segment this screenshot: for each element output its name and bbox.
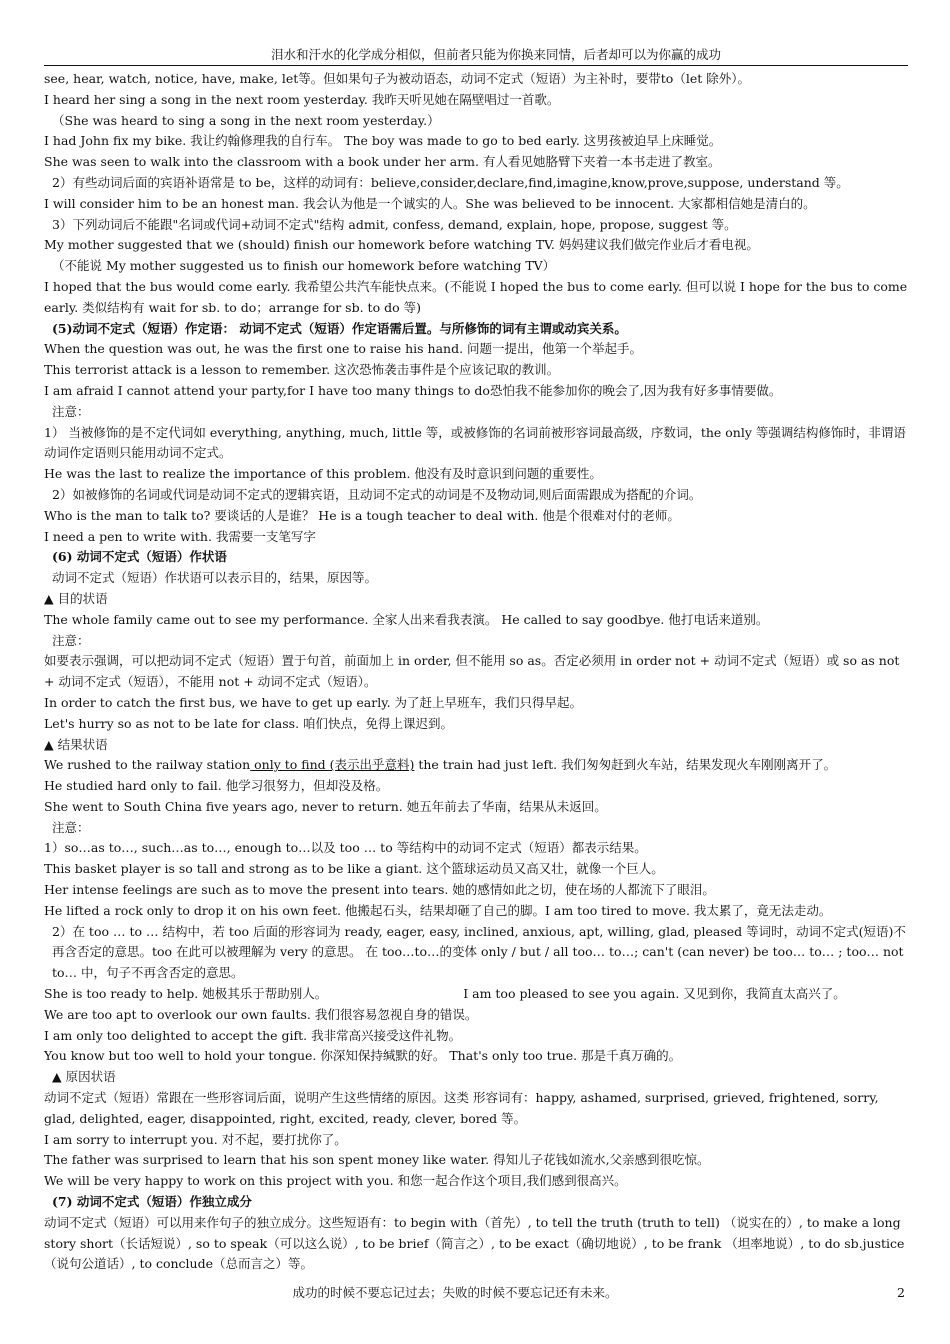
- header-text: 泪水和汗水的化学成分相似，但前者只能为你换来同情，后者却可以为你赢的成功: [270, 47, 721, 62]
- example-sentence: I am sorry to interrupt you. 对不起，要打扰你了。: [44, 1131, 347, 1147]
- example-sentence: [44, 984, 910, 1005]
- section-heading: (5)动词不定式（短语）作定语： 动词不定式（短语）作定语需后置。与所修饰的词有主谓或动宾关系。: [52, 320, 627, 336]
- example-sentence: I am only too delighted to accept the gift. 我非常高兴接受这件礼物。: [44, 1027, 462, 1043]
- example-sentence: When the question was out, he was the first one to raise his hand. 问题一提出，他第一个举起手。: [44, 341, 643, 357]
- footer-text: 成功的时候不要忘记过去；失败的时候不要忘记还有未来。: [292, 1285, 618, 1300]
- example-sentence: I hoped that the bus would come early. 我希望公共汽车能快点来。(不能说 I hoped the bus to come early. 但可以说 I hope for the bus to come early. 类似结构有 wait for sb. to do；arrange for sb. to do 等): [44, 278, 908, 315]
- section-heading: (7) 动词不定式（短语）作独立成分: [52, 1194, 252, 1210]
- underlined-phrase: only to find (表示出乎意料): [250, 757, 415, 773]
- example-sentence: He was the last to realize the importance of this problem. 他没有及时意识到问题的重要性。: [44, 466, 602, 482]
- text-line: see, hear, watch, notice, have, make, let等。但如果句子为被动语态，动词不定式（短语）为主补时，要带to（let 除外）。: [44, 71, 750, 86]
- rule-item: 1） 当被修饰的是不定代词如 everything, anything, much, little 等，或被修饰的名词前被形容词最高级，序数词，the only 等强调结构修饰时，非谓语动词作定语则只能用动词不定式。: [44, 424, 906, 461]
- example-sentence: I had John fix my bike. 我让约翰修理我的自行车。 The boy was made to go to bed early. 这男孩被迫早上床睡觉。: [44, 133, 722, 149]
- rule-item: 2）在 too … to … 结构中，若 too 后面的形容词为 ready, eager, easy, inclined, anxious, apt, willing, glad, pleased 等词时，动词不定式(短语)不再含否定的意思。too 在此可以被理解为 very 的意思。 在 too…to…的变体 only / but / all too… to…; can't (can never) be too… to… ; too… not to… 中，句子不再含否定的意思。: [52, 923, 906, 981]
- example-sentence: This basket player is so tall and strong as to be like a giant. 这个篮球运动员又高又壮，就像一个巨人。: [44, 861, 664, 877]
- example-sentence: She went to South China five years ago, never to return. 她五年前去了华南，结果从未返回。: [44, 798, 607, 814]
- example-sentence: This terrorist attack is a lesson to remember. 这次恐怖袭击事件是个应该记取的教训。: [44, 362, 560, 378]
- section-heading: (6) 动词不定式（短语）作状语: [52, 549, 227, 565]
- rule-item: 2）有些动词后面的宾语补语常是 to be，这样的动词有：believe,consider,declare,find,imagine,know,prove,suppose, understand 等。: [52, 174, 849, 190]
- note-label: 注意：: [52, 403, 90, 419]
- note-label: 注意：: [52, 819, 90, 835]
- example-sentence: [44, 755, 910, 776]
- subsection-heading: ▲ 原因状语: [52, 1069, 116, 1085]
- example-sentence: The father was surprised to learn that his son spent money like water. 得知儿子花钱如流水,父亲感到很吃惊。: [44, 1152, 710, 1168]
- sentence-part: I am too pleased to see you again. 又见到你，我简直太高兴了。: [463, 986, 846, 1002]
- example-sentence: I am afraid I cannot attend your party,for I have too many things to do恐怕我不能参加你的晚会了,因为我有好多事情要做。: [44, 382, 782, 398]
- example-sentence: I heard her sing a song in the next room yesterday. 我昨天听见她在隔壁唱过一首歌。: [44, 91, 560, 107]
- subsection-heading: ▲ 结果状语: [44, 736, 108, 752]
- rule-item: 3）下列动词后不能跟"名词或代词+动词不定式"结构 admit, confess, demand, explain, hope, propose, suggest 等。: [52, 216, 737, 232]
- sentence-part: We rushed to the railway station: [44, 757, 251, 773]
- example-sentence: （不能说 My mother suggested us to finish our homework before watching TV）: [52, 258, 556, 274]
- document-body: [44, 69, 910, 1275]
- example-sentence: She was seen to walk into the classroom with a book under her arm. 有人看见她胳臂下夹着一本书走进了教室。: [44, 154, 721, 170]
- sentence-part: She is too ready to help. 她极其乐于帮助别人。: [44, 986, 328, 1002]
- example-sentence: The whole family came out to see my performance. 全家人出来看我表演。 He called to say goodbye. 他打电话来道别。: [44, 611, 769, 627]
- example-sentence: （She was heard to sing a song in the next room yesterday.）: [52, 112, 440, 128]
- example-sentence: I need a pen to write with. 我需要一支笔写字: [44, 528, 316, 544]
- example-sentence: Her intense feelings are such as to move the present into tears. 她的感情如此之切，使在场的人都流下了眼泪。: [44, 882, 715, 898]
- example-sentence: We are too apt to overlook our own faults. 我们很容易忽视自身的错误。: [44, 1006, 478, 1022]
- example-sentence: We will be very happy to work on this project with you. 和您一起合作这个项目,我们感到很高兴。: [44, 1173, 627, 1189]
- example-sentence: He studied hard only to fail. 他学习很努力，但却没及格。: [44, 778, 389, 794]
- page-header: [44, 44, 908, 66]
- page-footer: [0, 1283, 950, 1303]
- example-sentence: He lifted a rock only to drop it on his own feet. 他搬起石头，结果却砸了自己的脚。I am too tired to move. 我太累了，竟无法走动。: [44, 902, 832, 918]
- rule-item: 2）如被修饰的名词或代词是动词不定式的逻辑宾语，且动词不定式的动词是不及物动词,则后面需跟成为搭配的介词。: [52, 486, 702, 502]
- sentence-part: the train had just left. 我们匆匆赶到火车站，结果发现火车刚刚离开了。: [414, 757, 837, 773]
- rule-item: 动词不定式（短语）常跟在一些形容词后面，说明产生这些情绪的原因。这类 形容词有：happy, ashamed, surprised, grieved, frightened, sorry, glad, delighted, eager, disappointed, right, excited, ready, clever, bored 等。: [44, 1090, 879, 1126]
- subsection-heading: ▲ 目的状语: [44, 590, 108, 606]
- rule-item: 如要表示强调，可以把动词不定式（短语）置于句首，前面加上 in order, 但不能用 so as。否定必须用 in order not + 动词不定式（短语）或 so as not + 动词不定式（短语），不能用 not + 动词不定式（短语）。: [44, 653, 900, 690]
- example-sentence: Who is the man to talk to? 要谈话的人是谁？ He is a tough teacher to deal with. 他是个很难对付的老师。: [44, 507, 680, 523]
- note-label: 注意：: [52, 632, 90, 648]
- example-sentence: In order to catch the first bus, we have to get up early. 为了赶上早班车，我们只得早起。: [44, 694, 583, 710]
- example-sentence: I will consider him to be an honest man. 我会认为他是一个诚实的人。She was believed to be innocent. 大家都相信她是清白的。: [44, 195, 816, 211]
- text-line: 动词不定式（短语）作状语可以表示目的，结果，原因等。: [52, 570, 378, 586]
- example-sentence: You know but too well to hold your tongue. 你深知保持缄默的好。 That's only too true. 那是千真万确的。: [44, 1048, 682, 1064]
- rule-item: 动词不定式（短语）可以用来作句子的独立成分。这些短语有：to begin with（首先）, to tell the truth (truth to tell) （说实在的）, to make a long story short（长话短说）, so to speak（可以这么说）, to be brief（简言之）, to be exact（确切地说）, to be frank （坦率地说）, to do sb.justice（说句公道话）, to conclude（总而言之）等。: [44, 1214, 905, 1272]
- rule-item: 1）so…as to…, such…as to…, enough to…以及 too … to 等结构中的动词不定式（短语）都表示结果。: [44, 840, 647, 856]
- example-sentence: Let's hurry so as not to be late for class. 咱们快点，免得上课迟到。: [44, 715, 454, 731]
- example-sentence: My mother suggested that we (should) finish our homework before watching TV. 妈妈建议我们做完作业后才看电视。: [44, 237, 759, 253]
- page-number: 2: [897, 1285, 905, 1300]
